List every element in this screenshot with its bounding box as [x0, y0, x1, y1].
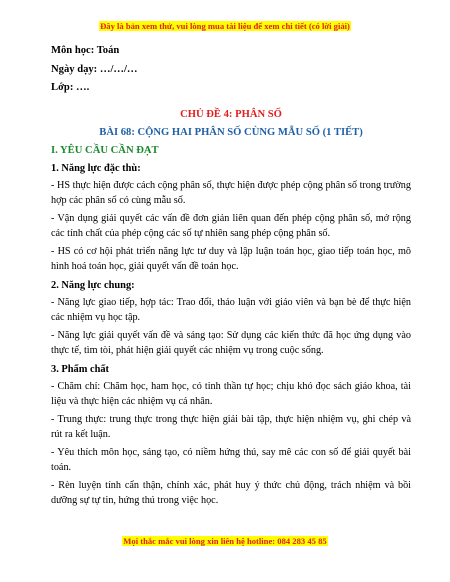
subsection-1 [51, 160, 411, 274]
subject-line: Môn học: Toán [51, 45, 120, 56]
hotline-banner-text: Mọi thắc mắc vui lòng xin liên hệ hotline: 084 283 45 85 [123, 536, 327, 546]
subsection-heading: 1. Năng lực đặc thù: [51, 162, 141, 174]
preview-banner-text: Đây là bản xem thử, vui lòng mua tài liệu để xem chi tiết (có lời giải) [100, 21, 350, 31]
hotline-banner [0, 536, 450, 546]
paragraph: - Năng lực giao tiếp, hợp tác: Trao đổi, thảo luận với giáo viên và bạn bè để thực hiện các nhiệm vụ học tập. [51, 296, 411, 323]
subsection-heading: 3. Phẩm chất [51, 363, 110, 375]
class-line: Lớp: …. [51, 82, 90, 93]
subsection-heading: 2. Năng lực chung: [51, 279, 135, 291]
paragraph: - Năng lực giải quyết vấn đề và sáng tạo: Sử dụng các kiến thức đã học ứng dụng vào thực tế, tìm tòi, phát hiện giải quyết các nhiệm vụ trong cuộc sống. [51, 329, 411, 356]
paragraph: - Rèn luyện tính cẩn thận, chính xác, phát huy ý thức chủ động, trách nhiệm và bồi dưỡng sự tự tin, hứng thú trong việc học. [51, 479, 411, 506]
paragraph: - Yêu thích môn học, sáng tạo, có niềm hứng thú, say mê các con số để giải quyết bài toán. [51, 446, 411, 473]
paragraph: - Trung thực: trung thực trong thực hiện giải bài tập, thực hiện nhiệm vụ, ghi chép và rút ra kết luận. [51, 413, 411, 440]
section-title: I. YÊU CẦU CẦN ĐẠT [51, 144, 159, 156]
topic-title: CHỦ ĐỀ 4: PHÂN SỐ [180, 108, 282, 120]
paragraph: - HS có cơ hội phát triển năng lực tư duy và lập luận toán học, giao tiếp toán học, mô hình hoá toán học, giải quyết vấn đề toán học. [51, 245, 411, 272]
subsection-2 [51, 277, 411, 358]
paragraph: - Chăm chỉ: Chăm học, ham học, có tinh thần tự học; chịu khó đọc sách giáo khoa, tài liệu và thực hiện các nhiệm vụ cá nhân. [51, 380, 411, 407]
lesson-title: BÀI 68: CỘNG HAI PHÂN SỐ CÙNG MẪU SỐ (1 TIẾT) [99, 126, 363, 138]
paragraph: - HS thực hiện được cách cộng phân số, thực hiện được phép cộng phân số trong trường hợp các phân số có cùng mẫu số. [51, 179, 411, 206]
subsection-3 [51, 361, 411, 508]
document-body [51, 42, 411, 511]
preview-banner [0, 21, 450, 31]
paragraph: - Vận dụng giải quyết các vấn đề đơn giản liên quan đến phép cộng phân số, mở rộng các tính chất của phép cộng các số tự nhiên sang phép cộng phân số. [51, 212, 411, 239]
date-line: Ngày dạy: …/…/… [51, 63, 138, 75]
